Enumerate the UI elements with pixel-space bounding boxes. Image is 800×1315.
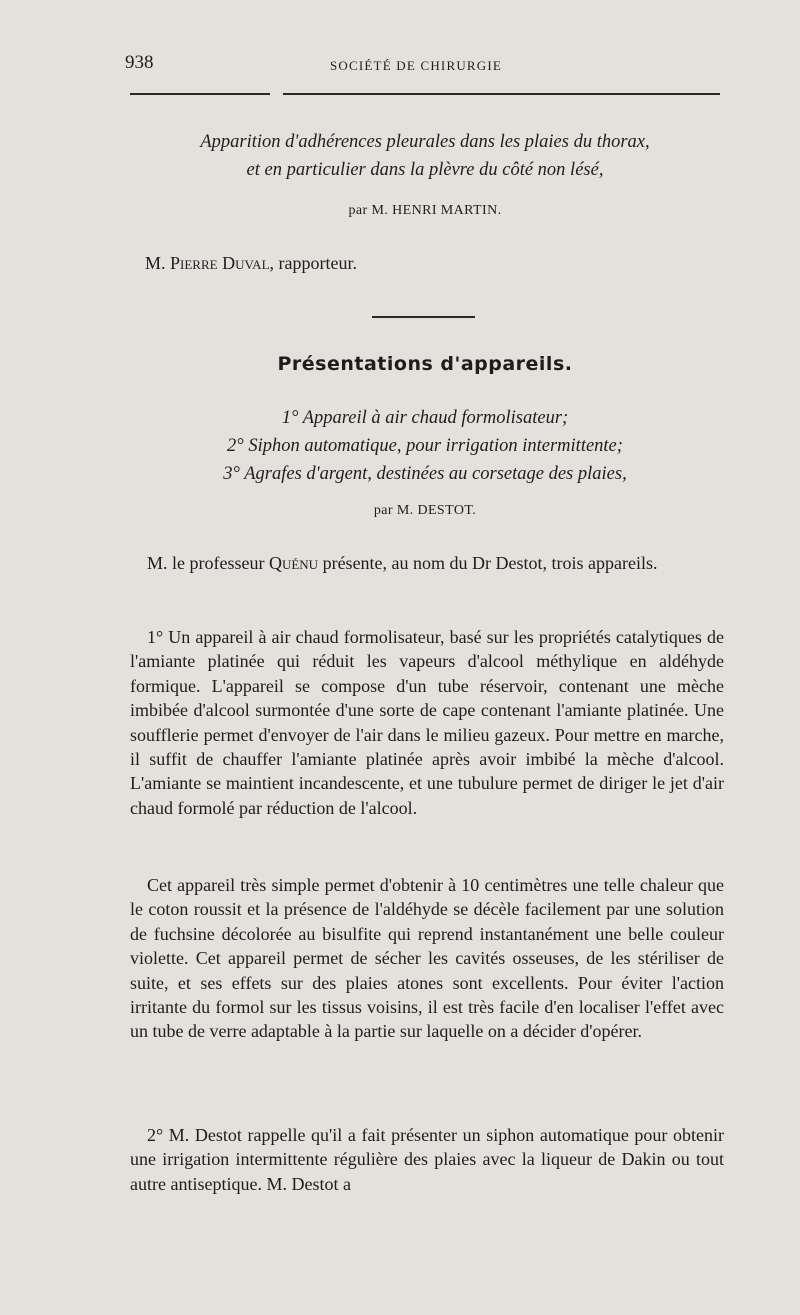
apparatus-byline: par M. DESTOT. [373,503,477,518]
intro-prefix: M. le professeur [147,553,269,573]
section-title: Présentations d'appareils. [277,353,573,375]
paragraph-1: 1° Un appareil à air chaud formolisateur, basé sur les propriétés catalytiques de l'amiante platinée qui réduit les vapeurs d'alcool méthylique en aldéhyde formique. L'appareil se compose d'un tube réservoir, contenant une mèche imbibée d'alcool surmontée d'une sorte de cape contenant l'amiante platinée. Une soufflerie permet d'envoyer de l'air dans le milieu gazeux. Pour mettre en marche, il suffit de chauffer l'amiante platinée après avoir imbibé la mèche d'alcool. L'amiante se maintient incandescente, et une tubulure permet de diriger le jet d'air chaud formolé par réduction de l'alcool. [130,627,724,818]
intro-name: Quénu [268,553,319,573]
page-header [125,52,725,82]
intro-paragraph [130,551,724,575]
apparatus-item-1: 1° Appareil à air chaud formolisateur; [281,408,569,428]
header-rule-left [130,93,270,95]
paragraph-2: Cet appareil très simple permet d'obtenir à 10 centimètres une telle chaleur que le coton roussit et la présence de l'aldéhyde se décèle facilement par une solution de fuchsine décolorée au bisulfite qui reprend instantanément une belle couleur violette. Cet appareil permet de sécher les cavités osseuses, de les stériliser de suite, et ses effets sur des plaies atones sont excellents. Pour éviter l'action irritante du formol sur les tissus voisins, il est très facile d'en localiser l'effet avec un tube de verre adaptable à la partie sur laquelle on a décider d'opérer. [130,875,724,1042]
rapporteur-prefix: M. [145,253,171,273]
article-byline: par M. HENRI MARTIN. [348,203,502,218]
article-title-line-2: et en particulier dans la plèvre du côté non lésé, [246,160,604,180]
paragraph-3: 2° M. Destot rappelle qu'il a fait présenter un siphon automatique pour obtenir une irrigation intermittente régulière des plaies avec la liqueur de Dakin ou tout autre antiseptique. M. Destot a [130,1125,724,1194]
apparatus-item-2: 2° Siphon automatique, pour irrigation intermittente; [227,436,623,456]
page-number: 938 [125,52,154,73]
rapporteur-line [145,253,357,274]
apparatus-list [130,404,720,488]
rapporteur-suffix: , rapporteur. [269,253,357,273]
section-divider [372,316,475,318]
apparatus-item-3: 3° Agrafes d'argent, destinées au corsetage des plaies, [223,464,627,484]
running-head: SOCIÉTÉ DE CHIRURGIE [330,58,503,73]
article-title [130,128,720,184]
article-title-line-1: Apparition d'adhérences pleurales dans les plaies du thorax, [200,132,650,152]
rapporteur-name: Pierre Duval [170,253,270,273]
header-rule-right [283,93,720,95]
intro-suffix: présente, au nom du Dr Destot, trois appareils. [318,553,658,573]
